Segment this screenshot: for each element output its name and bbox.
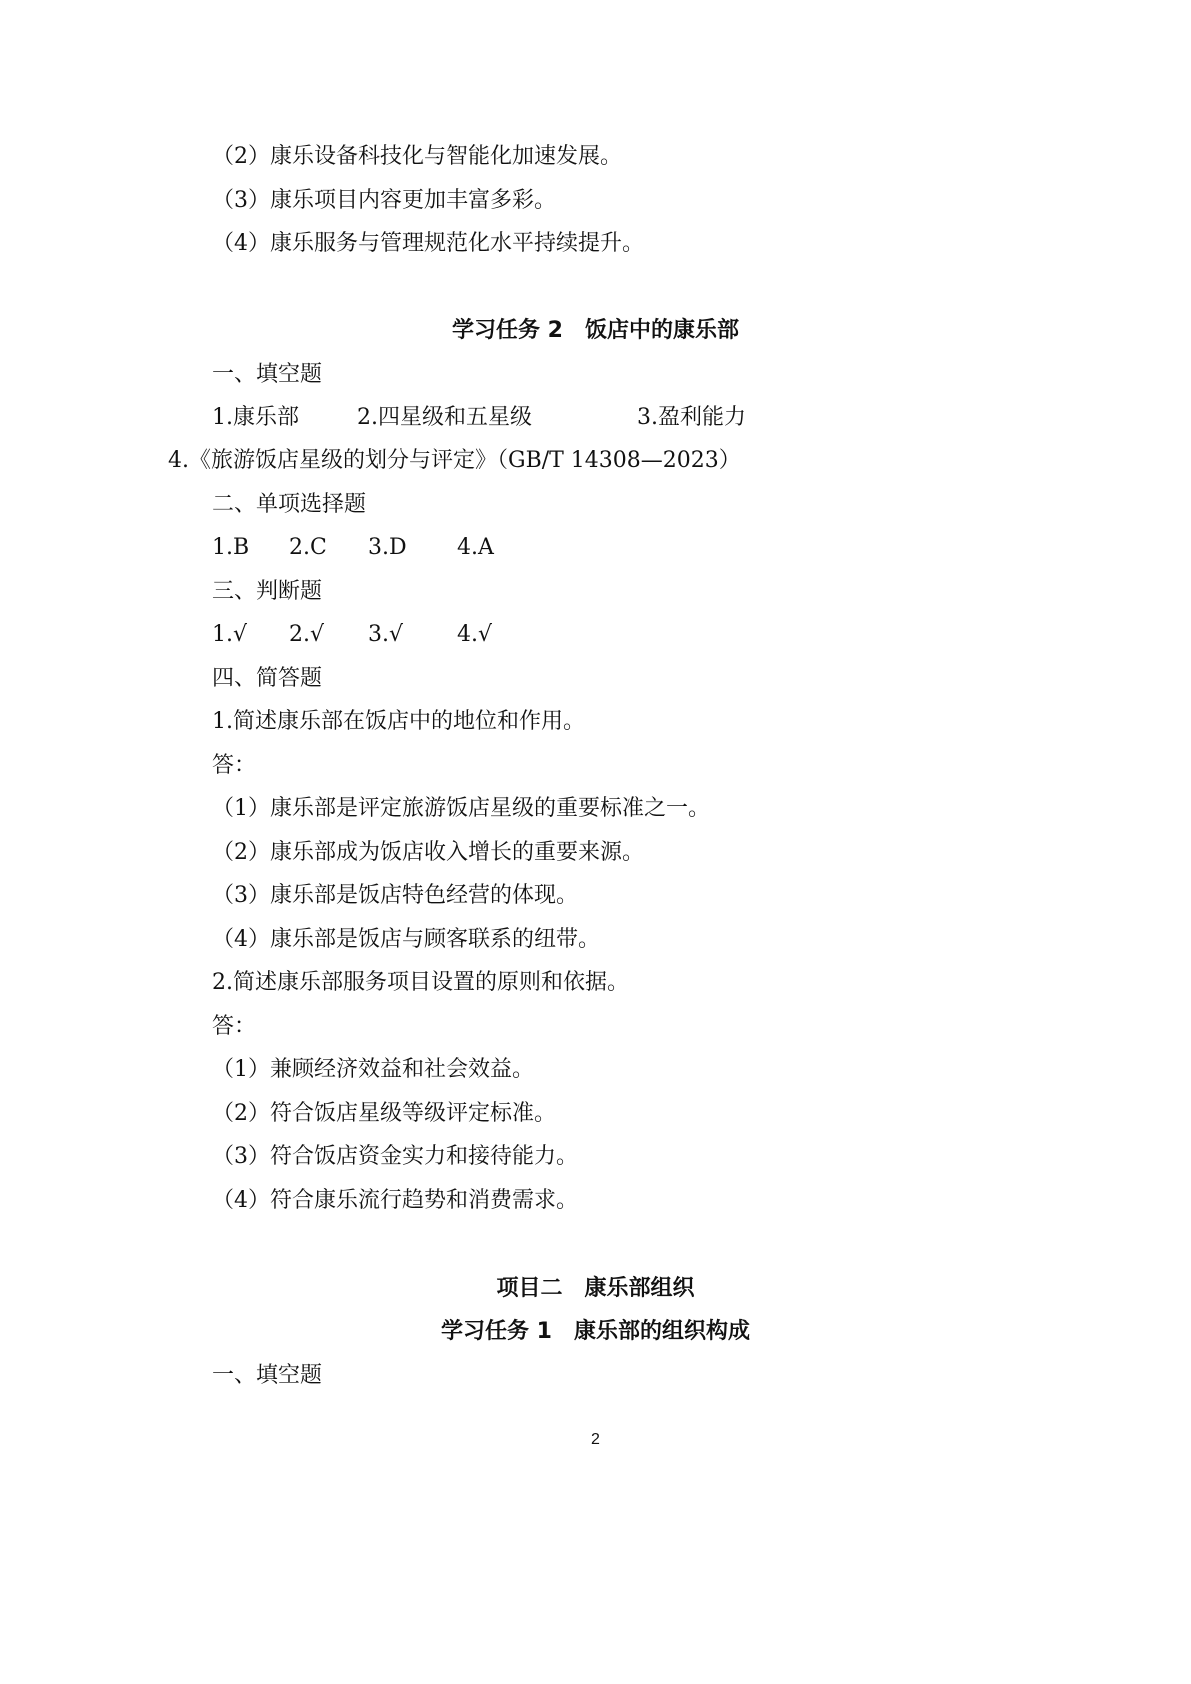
answer-label: 答： xyxy=(212,1014,257,1039)
true-false-answers-row xyxy=(212,620,612,650)
project2-fill-blank-heading: 一、填空题 xyxy=(212,1363,323,1388)
single-choice-answer: 1.B xyxy=(212,535,250,560)
fill-blank-answers-row xyxy=(212,403,812,433)
fill-blank-answer-4: 4.《旅游饭店星级的划分与评定》（GB/T 14308—2023） xyxy=(168,448,741,473)
task2-title: 学习任务 2 饭店中的康乐部 xyxy=(452,318,739,343)
answer-point: （4）康乐部是饭店与顾客联系的纽带。 xyxy=(212,927,600,952)
project2-title: 项目二 康乐部组织 xyxy=(496,1276,695,1301)
single-choice-answer: 4.A xyxy=(457,535,494,560)
short-answer-question-2: 2.简述康乐部服务项目设置的原则和依据。 xyxy=(212,970,629,995)
single-choice-answer: 2.C xyxy=(289,535,327,560)
short-answer-heading: 四、简答题 xyxy=(212,666,323,691)
answer-point: （4）符合康乐流行趋势和消费需求。 xyxy=(212,1188,578,1213)
single-choice-heading: 二、单项选择题 xyxy=(212,492,367,517)
fill-blank-answer: 1.康乐部 xyxy=(212,405,299,430)
short-answer-question-1: 1.简述康乐部在饭店中的地位和作用。 xyxy=(212,709,585,734)
intro-line: （3）康乐项目内容更加丰富多彩。 xyxy=(212,188,556,213)
page-number: 2 xyxy=(591,1431,600,1448)
answer-point: （3）符合饭店资金实力和接待能力。 xyxy=(212,1144,578,1169)
single-choice-answers-row xyxy=(212,533,612,563)
single-choice-answer: 3.D xyxy=(368,535,407,560)
intro-line: （4）康乐服务与管理规范化水平持续提升。 xyxy=(212,231,644,256)
true-false-answer: 4.√ xyxy=(457,622,493,647)
answer-point: （2）符合饭店星级等级评定标准。 xyxy=(212,1101,556,1126)
true-false-answer: 3.√ xyxy=(368,622,404,647)
answer-point: （2）康乐部成为饭店收入增长的重要来源。 xyxy=(212,840,644,865)
fill-blank-heading: 一、填空题 xyxy=(212,362,323,387)
answer-point: （3）康乐部是饭店特色经营的体现。 xyxy=(212,883,578,908)
true-false-answer: 1.√ xyxy=(212,622,248,647)
fill-blank-answer: 3.盈利能力 xyxy=(637,405,746,430)
answer-label: 答： xyxy=(212,753,257,778)
true-false-answer: 2.√ xyxy=(289,622,325,647)
fill-blank-answer: 2.四星级和五星级 xyxy=(357,405,532,430)
project2-task1-title: 学习任务 1 康乐部的组织构成 xyxy=(441,1319,750,1344)
true-false-heading: 三、判断题 xyxy=(212,579,323,604)
answer-point: （1）康乐部是评定旅游饭店星级的重要标准之一。 xyxy=(212,796,710,821)
answer-point: （1）兼顾经济效益和社会效益。 xyxy=(212,1057,534,1082)
intro-line: （2）康乐设备科技化与智能化加速发展。 xyxy=(212,144,622,169)
